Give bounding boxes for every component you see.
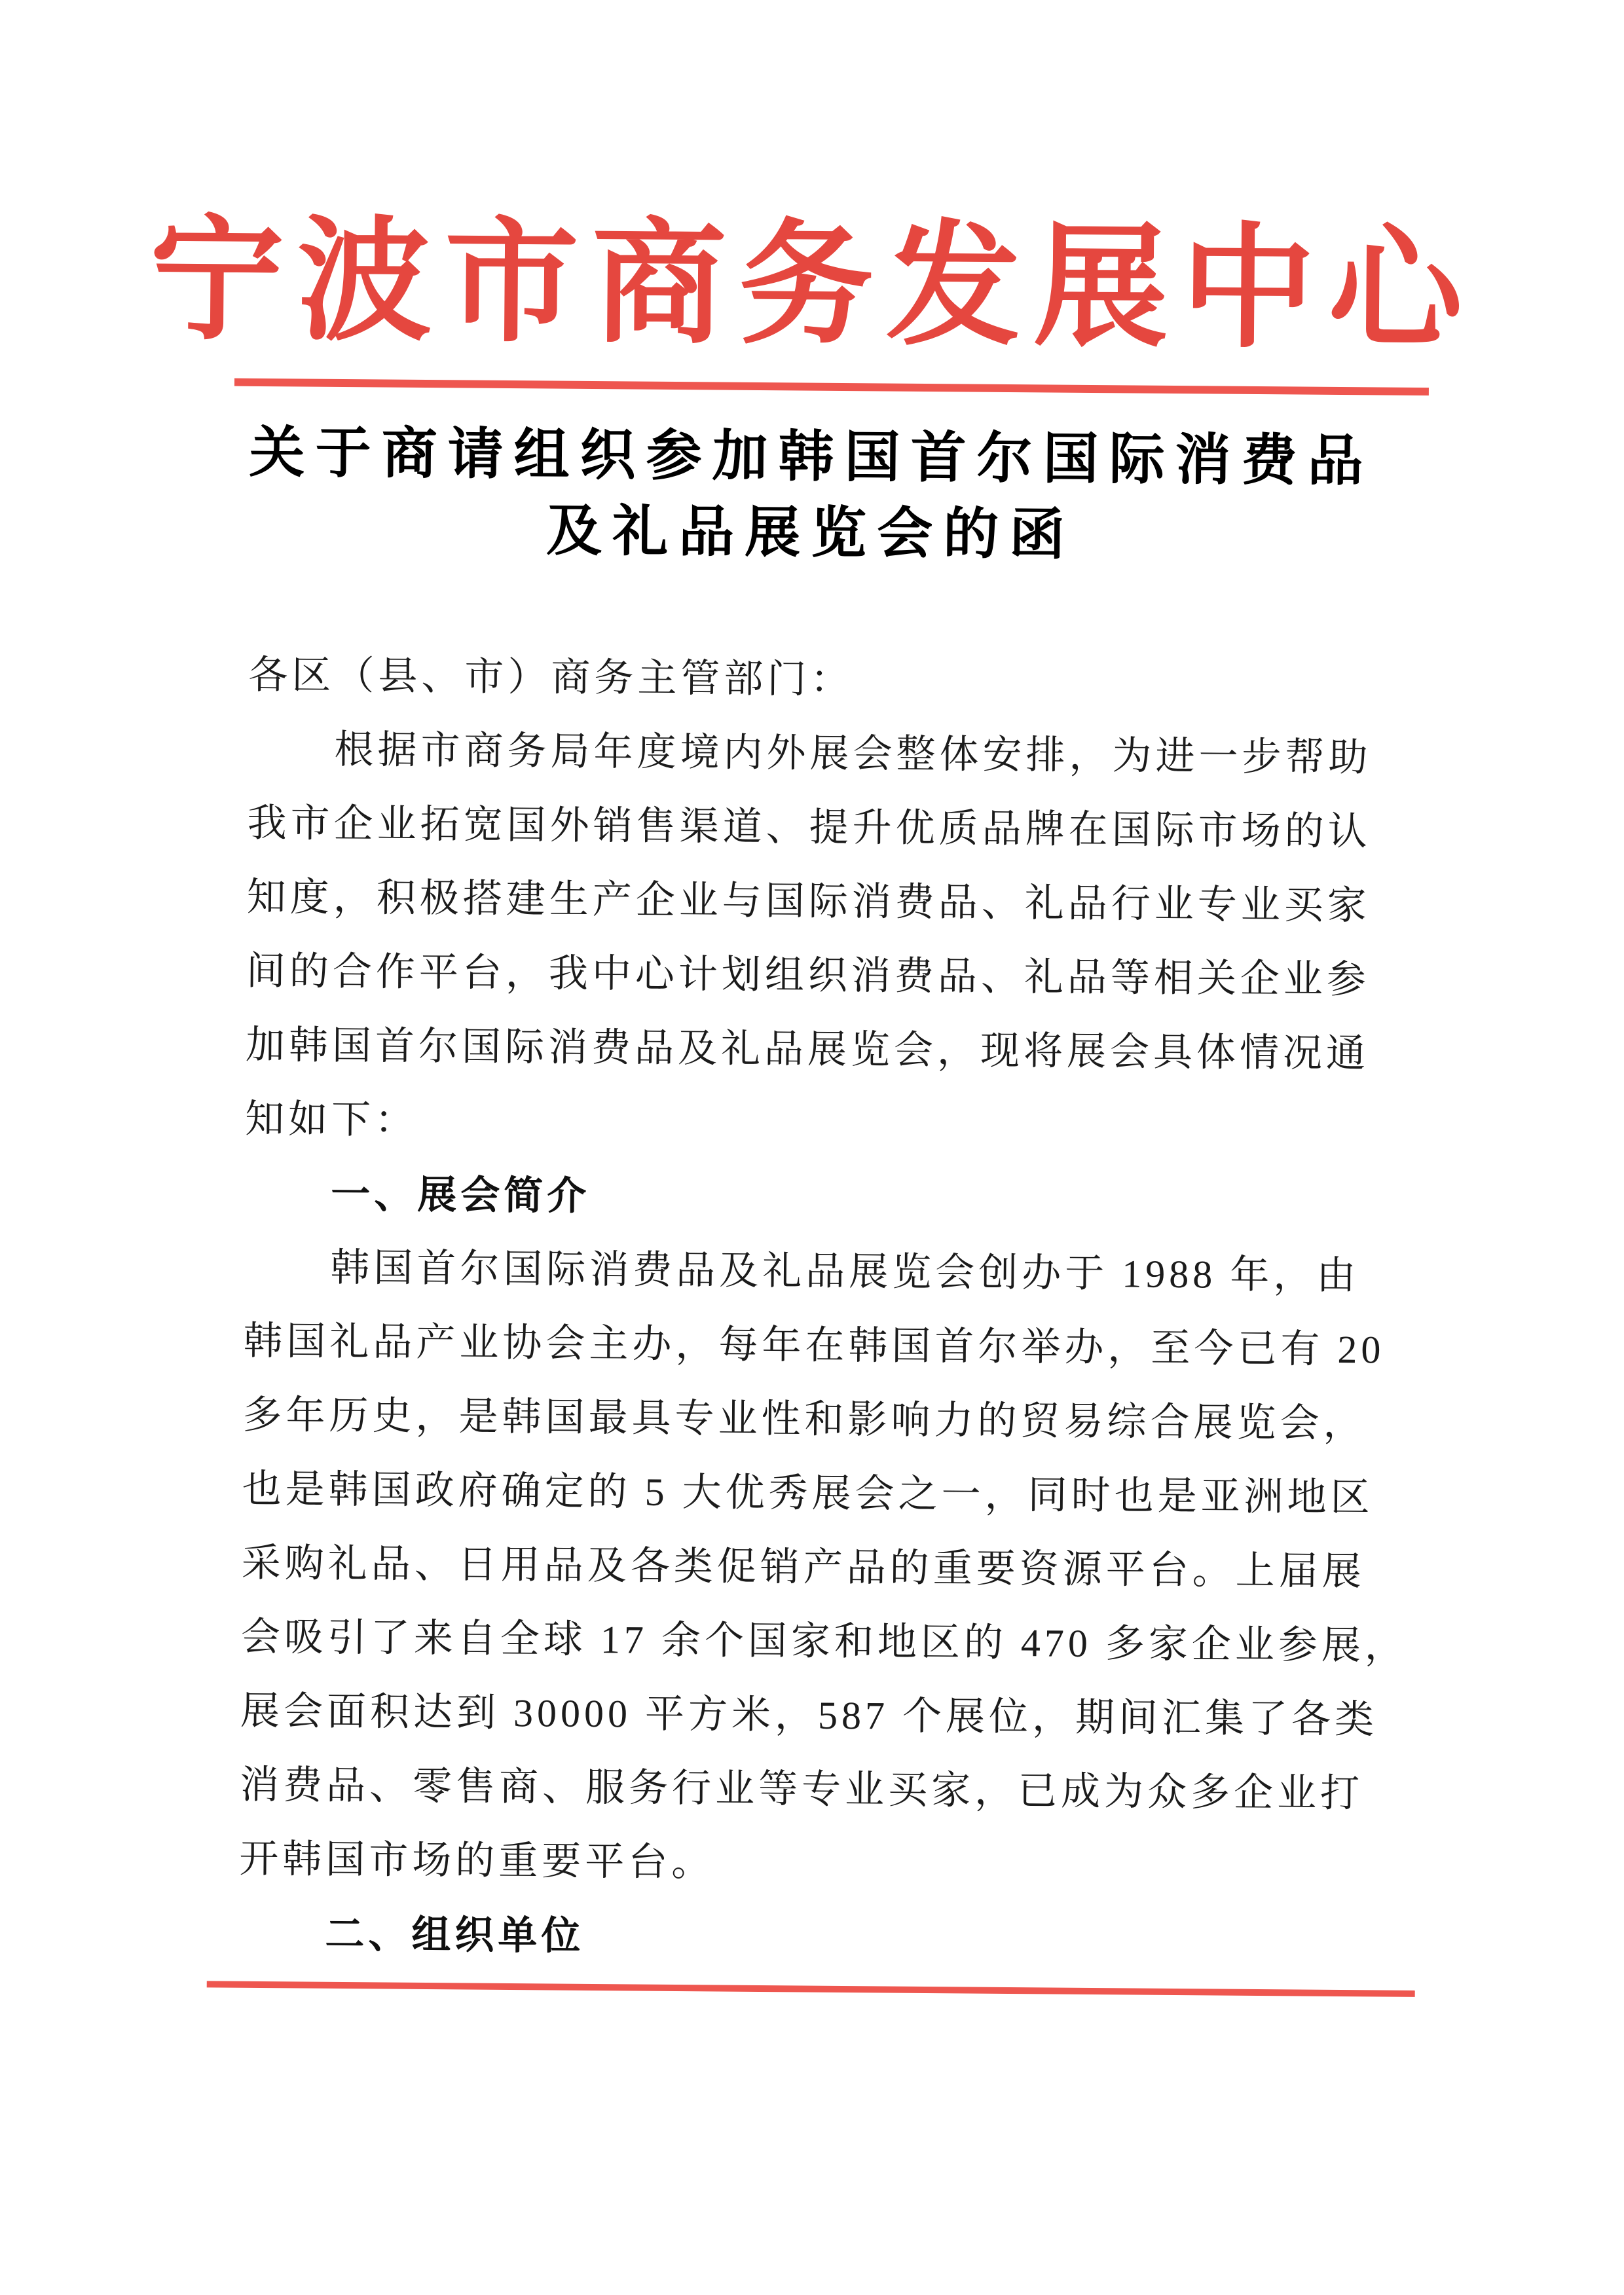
body-line: 会吸引了来自全球 17 余个国家和地区的 470 多家企业参展， xyxy=(240,1615,1409,1668)
section-heading: 二、组织单位 xyxy=(238,1911,585,1958)
body-line: 根据市商务局年度境内外展会整体安排，为进一步帮助 xyxy=(248,727,1372,780)
body-line: 采购礼品、日用品及各类促销产品的重要资源平台。上届展 xyxy=(241,1541,1366,1594)
section-heading: 一、展会简介 xyxy=(244,1171,591,1218)
body-line: 多年历史，是韩国最具专业性和影响力的贸易综合展览会， xyxy=(242,1393,1367,1446)
body-line: 开韩国市场的重要平台。 xyxy=(238,1837,715,1884)
body-line: 我市企业拓宽国外销售渠道、提升优质品牌在国际市场的认 xyxy=(247,801,1371,854)
body-line: 韩国首尔国际消费品及礼品展览会创办于 1988 年，由 xyxy=(244,1245,1360,1298)
letterhead-title: 宁波市商务发展中心 xyxy=(149,206,1477,366)
body-line: 展会面积达到 30000 平方米，587 个展位，期间汇集了各类 xyxy=(240,1689,1378,1742)
body-line: 也是韩国政府确定的 5 大优秀展会之一，同时也是亚洲地区 xyxy=(242,1467,1374,1520)
body-line: 加韩国首尔国际消费品及礼品展览会，现将展会具体情况通 xyxy=(245,1023,1370,1076)
body-line: 消费品、零售商、服务行业等专业买家，已成为众多企业打 xyxy=(239,1763,1364,1816)
footer-divider-line xyxy=(207,1981,1415,1996)
document-title-line-1: 关于商请组织参加韩国首尔国际消费品 xyxy=(249,422,1374,493)
document-title-line-2: 及礼品展览会的函 xyxy=(545,500,1076,566)
body-line: 知度，积极搭建生产企业与国际消费品、礼品行业专业买家 xyxy=(246,875,1371,928)
document-body xyxy=(238,638,1414,1979)
body-line: 间的合作平台，我中心计划组织消费品、礼品等相关企业参 xyxy=(246,949,1371,1002)
document-title xyxy=(0,413,1624,578)
body-line: 韩国礼品产业协会主办，每年在韩国首尔举办，至今已有 20 xyxy=(243,1319,1385,1372)
letterhead-divider-line xyxy=(234,378,1429,395)
body-line: 各区（县、市）商务主管部门： xyxy=(248,653,854,702)
body-line: 知如下： xyxy=(244,1097,418,1142)
